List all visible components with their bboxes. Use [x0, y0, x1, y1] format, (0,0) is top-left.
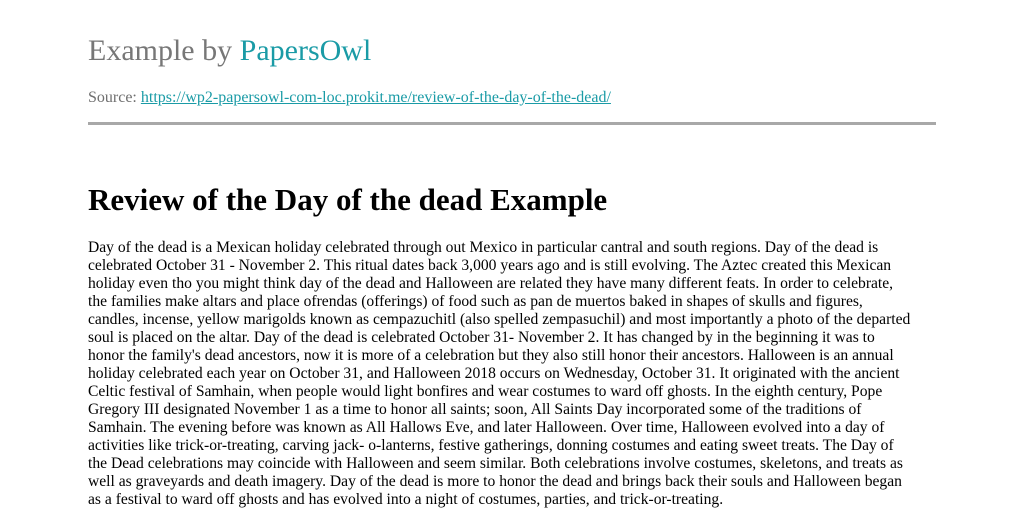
source-url-link[interactable]: https://wp2-papersowl-com-loc.prokit.me/review-of-the-day-of-the-dead/	[140, 89, 611, 106]
body-line: the families make altars and place ofrendas (offerings) of food such as pan de muertos baked in shapes of skulls and figures,	[88, 293, 863, 310]
body-line: Celtic festival of Samhain, when people would light bonfires and wear costumes to ward off ghosts. In the eighth century, Pope	[88, 383, 883, 400]
body-line: Day of the dead is a Mexican holiday celebrated through out Mexico in particular cantral and south regions. Day of the dead is	[88, 239, 879, 256]
source-label: Source:	[88, 89, 137, 106]
document-body	[88, 239, 936, 509]
body-line: Samhain. The evening before was known as All Hallows Eve, and later Halloween. Over time, Halloween evolved into a day of	[88, 419, 885, 436]
body-line: soul is placed on the altar. Day of the dead is celebrated October 31- November 2. It has changed by in the beginning it was to	[88, 329, 875, 346]
body-line: candles, incense, yellow marigolds known as cempazuchitl (also spelled zempasuchil) and most importantly a photo of the departed	[88, 311, 911, 328]
body-line: holiday celebrated each year on October 31, and Halloween 2018 occurs on Wednesday, October 31. It originated with the ancient	[88, 365, 900, 382]
papersowl-brand-link[interactable]: PapersOwl	[239, 34, 372, 67]
body-line: activities like trick-or-treating, carving jack- o-lanterns, festive gatherings, donning costumes and eating sweet treats. The Day of	[88, 437, 894, 454]
source-line	[88, 88, 611, 108]
body-line: holiday even tho you might think day of the dead and Halloween are related they have many different feats. In order to celebrate,	[88, 275, 894, 292]
body-line: as a festival to ward off ghosts and has evolved into a night of costumes, parties, and trick-or-treating.	[88, 491, 724, 508]
body-line: well as graveyards and death imagery. Day of the dead is more to honor the dead and brings back their souls and Halloween began	[88, 473, 902, 490]
body-line: the Dead celebrations may coincide with Halloween and seem similar. Both celebrations involve costumes, skeletons, and treats as	[88, 455, 903, 472]
body-line: honor the family's dead ancestors, now it is more of a celebration but they also still honor their ancestors. Halloween is an annual	[88, 347, 894, 364]
document-title: Review of the Day of the dead Example	[88, 182, 608, 217]
example-by-heading	[88, 32, 371, 70]
body-line: Gregory III designated November 1 as a time to honor all saints; soon, All Saints Day incorporated some of the traditions of	[88, 401, 862, 418]
body-line: celebrated October 31 - November 2. This ritual dates back 3,000 years ago and is still evolving. The Aztec created this Mexican	[88, 257, 892, 274]
header-divider	[88, 122, 936, 125]
example-by-label: Example by	[88, 34, 233, 67]
